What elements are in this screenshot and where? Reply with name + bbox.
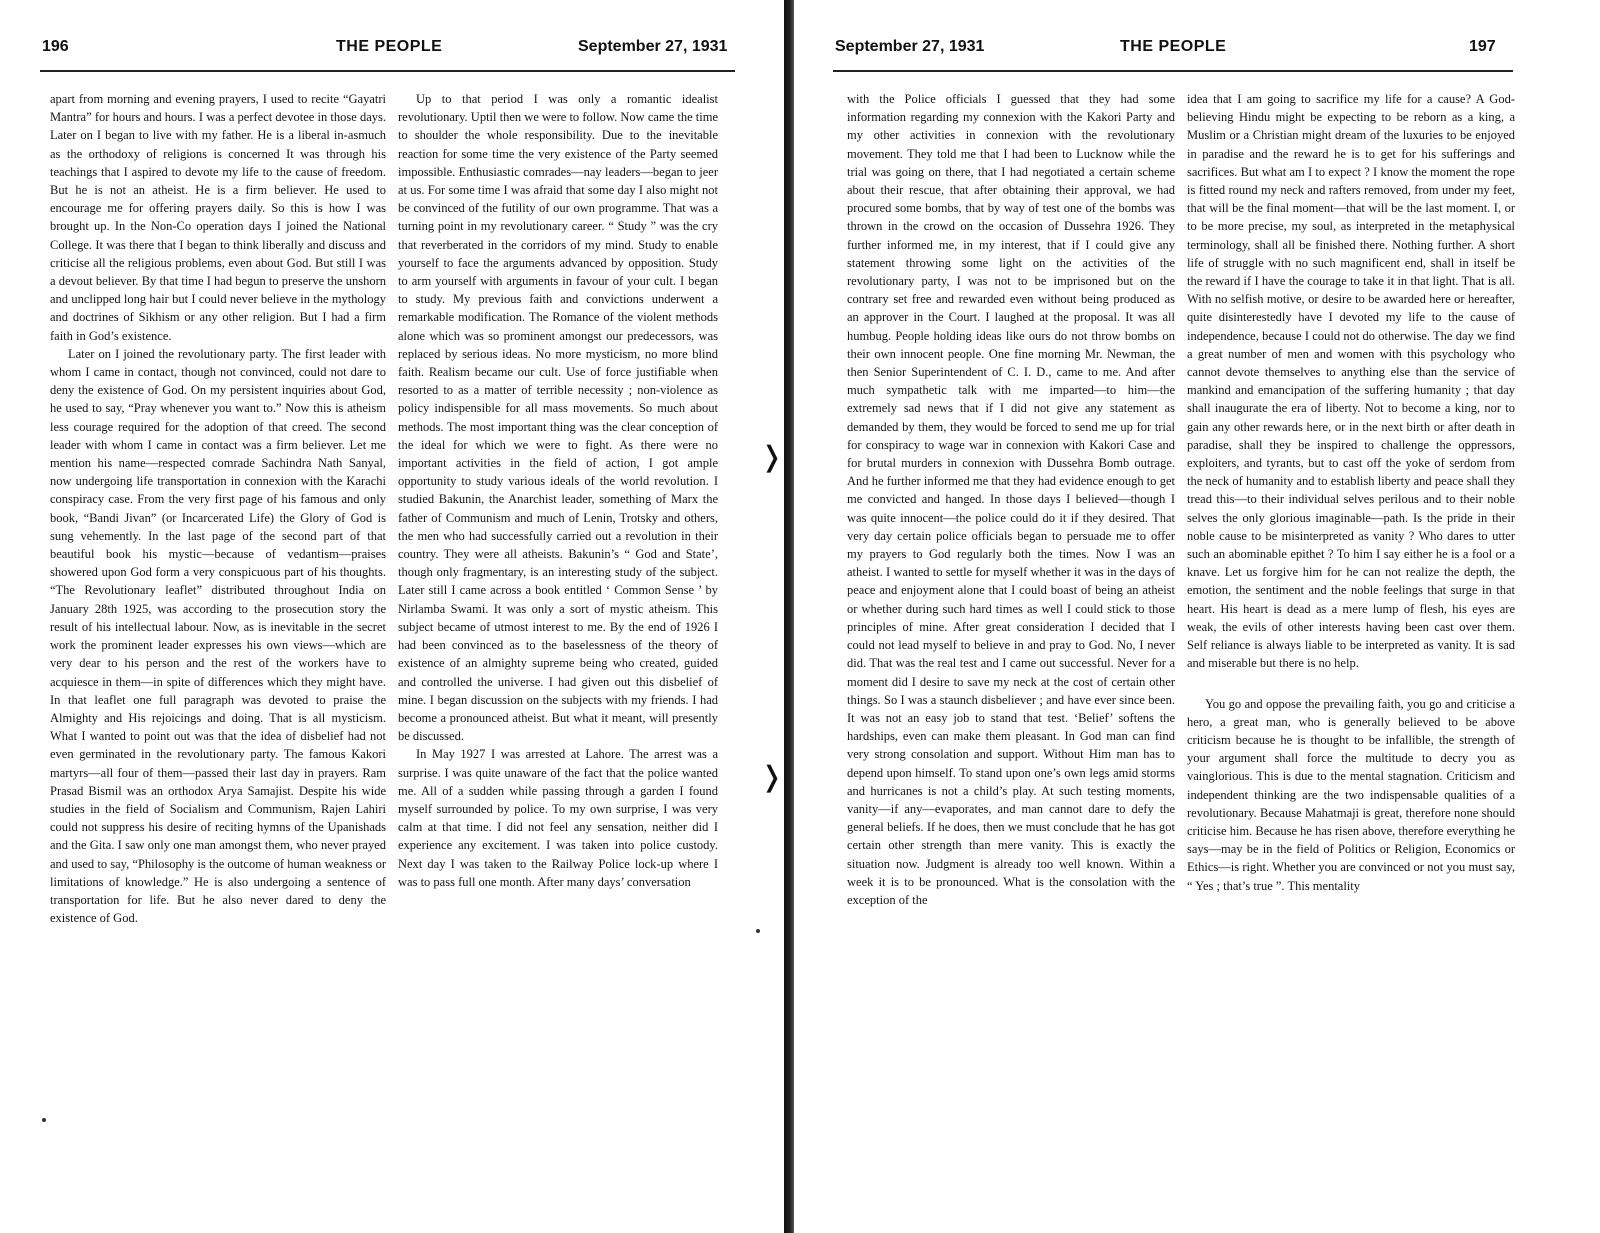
scan-speck [42,1118,46,1122]
left-header-rule [40,70,735,72]
left-publication-title: THE PEOPLE [336,38,443,55]
scan-speck [756,929,760,933]
left-running-head [0,38,785,64]
paragraph: You go and oppose the prevailing faith, you go and criticise a hero, a great man, who is generally believed to be above criticism because he is thought to be infallible, the strength of your argument shall force the multitude to decry you as vainglorious. This is due to the mental stagnation. Criticism and independent thinking are the two indispensable qualities of a revolutionary. Because Mahatmaji is great, therefore none should criticise him. Because he has risen above, therefore everything he says—may be in the field of Politics or Religion, Economics or Ethics—is right. Whether you are convinced or not you must say, “ Yes ; that’s true ”. This mentality [1187,696,1515,893]
left-page-number: 196 [42,38,69,55]
left-issue-date: September 27, 1931 [578,38,728,55]
paragraph: with the Police officials I guessed that they had some information regarding my connexion with the Kakori Party and my other activities in connexion with the revolutionary movement. They told me that I had been to Lucknow while the trial was going on there, that I had negotiated a certain scheme about their rescue, that after obtaining their approval, we had procured some bombs, that by way of test one of the bombs was thrown in the crowd on the occasion of Dussehra 1926. They further informed me, in my interest, that if I could give any statement throwing some light on the activities of the revolutionary party, I was not to be imprisoned but on the contrary set free and rewarded even without being produced as an approver in the Court. I laughed at the proposal. It was all humbug. People holding ideas like ours do not throw bombs on their own innocent people. One fine morning Mr. Newman, the then Senior Superintendent of C. I. D., came to me. And after much sympathetic talk with me imparted—to him—the extremely sad news that if I did not give any statement as demanded by them, they would be forced to send me up for trial for conspiracy to wage war in connexion with Kakori Case and for brutal murders in connexion with Dussehra Bomb outrage. And he further informed me that they had evidence enough to get me convicted and hanged. In those days I believed—though I was quite innocent—the police could do it if they desired. That very day certain police officials began to persuade me to offer my prayers to God regularly both the times. Now I was an atheist. I wanted to settle for myself whether it was in the days of peace and enjoyment alone that I could boast of being an atheist or whether during such hard times as well I could stick to those principles of mine. After great consideration I decided that I could not lead myself to believe in and pray to God. No, I never did. That was the real test and I came out successful. Never for a moment did I desire to save my neck at the cost of certain other things. So I was a staunch disbeliever ; and have ever since been. It was not an easy job to stand that test. ‘Belief’ softens the hardships, even can make them pleasant. In God man can find very strong consolation and support. Without Him man has to depend upon himself. To stand upon one’s own legs amid storms and hurricanes is not a child’s play. At such testing moments, vanity—if any—evaporates, and man cannot dare to defy the general beliefs. If he does, then we must conclude that he has got certain other strength than mere vanity. This is exactly the situation now. Judgment is already too well known. Within a week it is to be pronounced. What is the consolation with the exception of the [847,92,1175,907]
right-publication-title: THE PEOPLE [1120,38,1227,55]
right-page-number: 197 [1469,38,1496,55]
paragraph: Up to that period I was only a romantic idealist revolutionary. Uptil then we were to follow. Now came the time to shoulder the whole responsibility. Due to the inevitable reaction for some time the very existence of the Party seemed impossible. Enthusiastic comrades—nay leaders—began to jeer at us. For some time I was afraid that some day I also might not be convinced of the futility of our own programme. That was a turning point in my revolutionary career. “ Study ” was the cry that reverberated in the corridors of my mind. Study to enable yourself to face the arguments advanced by opposition. Study to arm yourself with arguments in favour of your cult. I began to study. My previous faith and convictions underwent a remarkable modification. The Romance of the violent methods alone which was so prominent amongst our predecessors, was replaced by serious ideas. No more mysticism, no more blind faith. Realism became our cult. Use of force justifiable when resorted to as a matter of terrible necessity ; non-violence as policy indispensible for all mass movements. So much about methods. The most important thing was the clear conception of the ideal for which we were to fight. As there were no important activities in the field of action, I got ample opportunity to study various ideals of the world revolution. I studied Bakunin, the Anarchist leader, something of Marx the father of Communism and much of Lenin, Trotsky and others, the men who had successfully carried out a revolution in their country. They were all atheists. Bakunin’s “ God and State’, though only fragmentary, is an interesting study of the subject. Later still I came across a book entitled ‘ Common Sense ’ by Nirlamba Swami. It was only a sort of mystic atheism. This subject became of utmost interest to me. By the end of 1926 I had been convinced as to the baselessness of the theory of existence of an almighty supreme being who created, guided and controlled the universe. I had given out this disbelief of mine. I began discussion on the subjects with my friends. I had become a pronounced atheist. But what it meant, will presently be discussed. [398,92,718,744]
left-column-1 [50,90,386,1210]
paragraph: Later on I joined the revolutionary party. The first leader with whom I came in contact, though not convinced, could not dare to deny the existence of God. On my persistent inquiries about God, he used to say, “Pray whenever you want to.” Now this is atheism less courage required for the adoption of that creed. The second leader with whom I came in contact was a firm believer. Let me mention his name—respected comrade Sachindra Nath Sanyal, now undergoing life transportation in connexion with the Karachi conspiracy case. From the very first page of his famous and only book, “Bandi Jivan” (or Incarcerated Life) the Glory of God is sung vehemently. In the last page of the second part of that beautiful book his mystic—because of vedantism—praises showered upon God form a very conspicuous part of his thoughts. “The Revolutionary leaflet” distributed throughout India on January 28th 1925, was according to the prosecution story the result of his intellectual labour. Now, as is inevitable in the secret work the prominent leader expresses his own views—which are very dear to his person and the rest of the workers have to acquiesce in them—in spite of differences which they might have. In that leaflet one full paragraph was devoted to praise the Almighty and His rejoicings and doing. That is all mysticism. What I wanted to point out was that the idea of disbelief had not even germinated in the revolutionary party. The famous Kakori martyrs—all four of them—passed their last day in prayers. Ram Prasad Bismil was an orthodox Arya Samajist. Despite his wide studies in the field of Socialism and Communism, Rajen Lahiri could not suppress his desire of reciting hymns of the Upanishads and the Gita. I saw only one man amongst them, who never prayed and used to say, “Philosophy is the outcome of human weakness or limitations of knowledge.” He is also undergoing a sentence of transportation for life. But he also never dared to deny the existence of God. [50,346,386,926]
right-running-head [795,38,1600,64]
left-column-2 [398,90,718,1210]
right-issue-date: September 27, 1931 [835,38,985,55]
right-column-2 [1187,90,1515,1210]
right-header-rule [833,70,1513,72]
right-column-1 [847,90,1175,1210]
left-page [0,0,785,1233]
binding-mark-icon: ❭ [760,760,784,793]
paragraph: idea that I am going to sacrifice my life for a cause? A God-believing Hindu might be expecting to be reborn as a king, a Muslim or a Christian might dream of the luxuries to be enjoyed in paradise and the reward he is to get for his sufferings and sacrifices. But what am I to expect ? I know the moment the rope is fitted round my neck and rafters removed, from under my feet, that will be the final moment—that will be the last moment. I, or to be more precise, my soul, as interpreted in the metaphysical terminology, shall all be finished there. Nothing further. A short life of struggle with no such magnificent end, shall in itself be the reward if I have the courage to take it in that light. That is all. With no selfish motive, or desire to be awarded here or hereafter, quite disinterestedly have I devoted my life to the cause of independence, because I could not do otherwise. The day we find a great number of men and women with this psychology who cannot devote themselves to anything else than the service of mankind and emancipation of the suffering humanity ; that day shall inaugurate the era of liberty. Not to become a king, nor to gain any other rewards here, or in the next birth or after death in paradise, shall they be inspired to challenge the oppressors, exploiters, and tyrants, but to cast off the yoke of serdom from the neck of humanity and to establish liberty and peace shall they tread this—to their individual selves perilous and to their noble selves the only glorious imaginable—path. Is the pride in their noble cause to be misinterpreted as vanity ? Who dares to utter such an abominable epithet ? To him I say either he is a fool or a knave. Let us forgive him for he can not realize the depth, the emotion, the sentiment and the noble feelings that surge in that heart. His heart is dead as a mere lump of flesh, his eyes are weak, the evils of other interests having been cast over them. Self reliance is always liable to be interpreted as vanity. It is sad and miserable but there is no help. [1187,92,1515,671]
page-gutter [784,0,794,1233]
right-page [795,0,1600,1233]
paragraph: In May 1927 I was arrested at Lahore. The arrest was a surprise. I was quite unaware of the fact that the police wanted me. All of a sudden while passing through a garden I found myself surrounded by police. To my own surprise, I was very calm at that time. I did not feel any sensation, neither did I experience any excitement. I was taken into police custody. Next day I was taken to the Railway Police lock-up where I was to pass full one month. After many days’ conversation [398,747,718,889]
binding-mark-icon: ❭ [760,440,784,473]
paragraph: apart from morning and evening prayers, I used to recite “Gayatri Mantra” for hours and hours. I was a perfect devotee in those days. Later on I began to live with my father. He is a liberal in-asmuch as the orthodoxy of religions is concerned It was through his teachings that I aspired to devote my life to the cause of freedom. But he is not an atheist. He is a firm believer. He used to encourage me for offering prayers daily. So this is how I was brought up. In the Non-Co operation days I joined the National College. It was there that I began to think liberally and discuss and criticise all the religious problems, even about God. But still I was a devout believer. By that time I had begun to preserve the unshorn and unclipped long hair but I could never believe in the mythology and doctrines of Sikhism or any other religion. But I had a firm faith in God’s existence. [50,92,386,343]
